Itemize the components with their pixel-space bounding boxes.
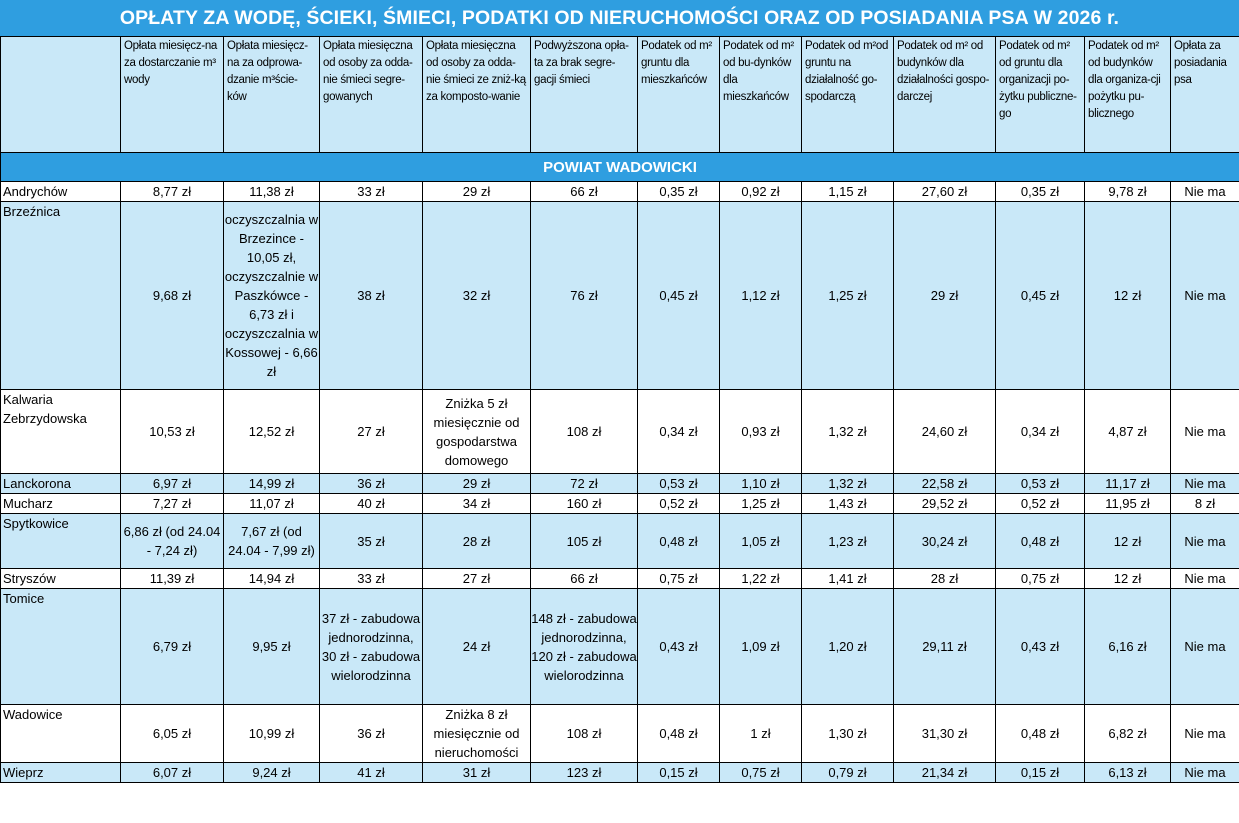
table-cell: 6,05 zł [121,705,224,763]
table-row [1,705,1239,763]
table-cell: 105 zł [531,514,638,569]
table-cell: 1,32 zł [802,474,894,494]
municipality-name: Wadowice [1,705,121,763]
table-cell: 12,52 zł [224,390,320,474]
table-cell: 6,86 zł (od 24.04 - 7,24 zł) [121,514,224,569]
table-cell: 123 zł [531,763,638,783]
table-cell: 32 zł [423,202,531,390]
table-cell: 108 zł [531,390,638,474]
municipality-name: Tomice [1,589,121,705]
table-cell: 6,97 zł [121,474,224,494]
table-row [1,514,1239,569]
table-cell: Nie ma [1171,705,1239,763]
table-cell: 1,25 zł [720,494,802,514]
table-cell: 37 zł - zabudowa jednorodzinna, 30 zł - zabudowa wielorodzinna [320,589,423,705]
table-cell: 0,34 zł [996,390,1085,474]
header-cell: Podatek od m² od budynków dla działalności gospo-darczej [894,37,996,153]
table-cell: 9,24 zł [224,763,320,783]
table-cell: 1,12 zł [720,202,802,390]
table-cell: 33 zł [320,182,423,202]
table-cell: 1,05 zł [720,514,802,569]
table-cell: 14,94 zł [224,569,320,589]
table-cell: 160 zł [531,494,638,514]
table-cell: 1,22 zł [720,569,802,589]
table-cell: 27 zł [320,390,423,474]
table-cell: 0,45 zł [996,202,1085,390]
table-cell: 7,27 zł [121,494,224,514]
municipality-name: Andrychów [1,182,121,202]
table-cell: 33 zł [320,569,423,589]
table-cell: 1,41 zł [802,569,894,589]
header-cell: Opłata miesięczna od osoby za odda-nie śmieci segre-gowanych [320,37,423,153]
table-cell: 0,93 zł [720,390,802,474]
table-cell: 1,43 zł [802,494,894,514]
table-cell: 0,45 zł [638,202,720,390]
table-row [1,589,1239,705]
table-cell: 31 zł [423,763,531,783]
municipality-name: Wieprz [1,763,121,783]
table-cell: 0,35 zł [996,182,1085,202]
municipality-name: Kalwaria Zebrzydowska [1,390,121,474]
table-cell: 9,68 zł [121,202,224,390]
table-row [1,182,1239,202]
header-row [1,37,1239,153]
table-cell: Nie ma [1171,390,1239,474]
table-cell: 0,75 zł [720,763,802,783]
table-cell: 0,52 zł [996,494,1085,514]
table-cell: Nie ma [1171,589,1239,705]
table-cell: 24 zł [423,589,531,705]
table-cell: 14,99 zł [224,474,320,494]
table-cell: 0,48 zł [996,514,1085,569]
header-cell: Podatek od m² gruntu dla mieszkańców [638,37,720,153]
table-row [1,474,1239,494]
header-cell: Opłata miesięcz-na za dostarczanie m³ wody [121,37,224,153]
table-cell: Nie ma [1171,474,1239,494]
table-cell: 0,53 zł [996,474,1085,494]
table-cell: 41 zł [320,763,423,783]
table-cell: 1,30 zł [802,705,894,763]
table-row [1,390,1239,474]
table-cell: 12 zł [1085,514,1171,569]
table-cell: Nie ma [1171,569,1239,589]
table-cell: 11,07 zł [224,494,320,514]
table-cell: 0,75 zł [638,569,720,589]
table-cell: 1,32 zł [802,390,894,474]
table-cell: 12 zł [1085,202,1171,390]
table-cell: 0,34 zł [638,390,720,474]
table-cell: 9,78 zł [1085,182,1171,202]
table-cell: oczyszczalnia w Brzezince - 10,05 zł, oczyszczalnie w Paszkówce - 6,73 zł i oczyszczalnia w Kossowej - 6,66 zł [224,202,320,390]
table-cell: 6,07 zł [121,763,224,783]
table-cell: 1,25 zł [802,202,894,390]
table-cell: 27 zł [423,569,531,589]
table-cell: Zniżka 5 zł miesięcznie od gospodarstwa domowego [423,390,531,474]
table-row [1,202,1239,390]
municipality-name: Brzeźnica [1,202,121,390]
table-cell: 0,43 zł [996,589,1085,705]
table-cell: 29 zł [894,202,996,390]
table-cell: 36 zł [320,705,423,763]
table-cell: 29,52 zł [894,494,996,514]
header-cell: Podatek od m² od bu-dynków dla mieszkańców [720,37,802,153]
table-cell: 1,20 zł [802,589,894,705]
table-cell: 8 zł [1171,494,1239,514]
table-cell: 38 zł [320,202,423,390]
table-cell: 11,38 zł [224,182,320,202]
table-cell: 0,53 zł [638,474,720,494]
table-cell: 1 zł [720,705,802,763]
table-cell: 11,39 zł [121,569,224,589]
table-cell: Nie ma [1171,514,1239,569]
table-cell: 29 zł [423,182,531,202]
header-cell: Podatek od m²od gruntu na działalność go-spodarczą [802,37,894,153]
table-cell: 8,77 zł [121,182,224,202]
table-cell: 0,43 zł [638,589,720,705]
table-cell: 0,92 zł [720,182,802,202]
municipality-name: Lanckorona [1,474,121,494]
header-cell: Opłata za posiadania psa [1171,37,1239,153]
table-cell: 66 zł [531,569,638,589]
table-cell: 108 zł [531,705,638,763]
header-cell: Opłata miesięcz-na za odprowa-dzanie m³ście-ków [224,37,320,153]
table-cell: 28 zł [423,514,531,569]
table-cell: 0,52 zł [638,494,720,514]
table-cell: 66 zł [531,182,638,202]
table-cell: 10,99 zł [224,705,320,763]
table-cell: 24,60 zł [894,390,996,474]
table-cell: 10,53 zł [121,390,224,474]
table-cell: 36 zł [320,474,423,494]
table-row [1,569,1239,589]
table-cell: 21,34 zł [894,763,996,783]
table-cell: 29,11 zł [894,589,996,705]
table-cell: 72 zł [531,474,638,494]
table-cell: 0,48 zł [996,705,1085,763]
table-cell: 28 zł [894,569,996,589]
table-cell: 0,79 zł [802,763,894,783]
table-cell: 6,79 zł [121,589,224,705]
table-cell: 6,16 zł [1085,589,1171,705]
page-title: OPŁATY ZA WODĘ, ŚCIEKI, ŚMIECI, PODATKI OD NIERUCHOMOŚCI ORAZ OD POSIADANIA PSA W 2026 r. [0,0,1239,36]
table-cell: 40 zł [320,494,423,514]
table-cell: 1,09 zł [720,589,802,705]
table-cell: 0,15 zł [638,763,720,783]
table-cell: 76 zł [531,202,638,390]
table-cell: 0,75 zł [996,569,1085,589]
table-cell: 7,67 zł (od 24.04 - 7,99 zł) [224,514,320,569]
table-cell: 29 zł [423,474,531,494]
table-cell: 27,60 zł [894,182,996,202]
table-row [1,763,1239,783]
table-cell: 34 zł [423,494,531,514]
table-cell: 1,15 zł [802,182,894,202]
section-row [1,153,1239,182]
table-cell: 6,13 zł [1085,763,1171,783]
header-cell: Opłata miesięczna od osoby za odda-nie śmieci ze zniż-ką za komposto-wanie [423,37,531,153]
table-cell: 11,17 zł [1085,474,1171,494]
table-cell: 1,10 zł [720,474,802,494]
municipality-name: Mucharz [1,494,121,514]
header-cell: Podatek od m² od gruntu dla organizacji po-żytku publiczne-go [996,37,1085,153]
table-cell: 0,48 zł [638,514,720,569]
header-cell: Podatek od m² od budynków dla organiza-cji pożytku pu-blicznego [1085,37,1171,153]
table-cell: 0,15 zł [996,763,1085,783]
fees-table [0,36,1239,783]
table-cell: 148 zł - zabudowa jednorodzinna, 120 zł - zabudowa wielorodzinna [531,589,638,705]
table-cell: 1,23 zł [802,514,894,569]
table-cell: 0,35 zł [638,182,720,202]
table-cell: 6,82 zł [1085,705,1171,763]
header-cell [1,37,121,153]
table-cell: Nie ma [1171,202,1239,390]
table-row [1,494,1239,514]
table-cell: Zniżka 8 zł miesięcznie od nieruchomości [423,705,531,763]
municipality-name: Spytkowice [1,514,121,569]
table-cell: Nie ma [1171,763,1239,783]
table-cell: 31,30 zł [894,705,996,763]
municipality-name: Stryszów [1,569,121,589]
table-cell: 12 zł [1085,569,1171,589]
table-cell: 0,48 zł [638,705,720,763]
header-cell: Podwyższona opła-ta za brak segre-gacji śmieci [531,37,638,153]
table-cell: 9,95 zł [224,589,320,705]
table-cell: Nie ma [1171,182,1239,202]
table-cell: 22,58 zł [894,474,996,494]
table-cell: 11,95 zł [1085,494,1171,514]
section-title: POWIAT WADOWICKI [1,153,1239,182]
table-cell: 4,87 zł [1085,390,1171,474]
table-cell: 35 zł [320,514,423,569]
table-cell: 30,24 zł [894,514,996,569]
